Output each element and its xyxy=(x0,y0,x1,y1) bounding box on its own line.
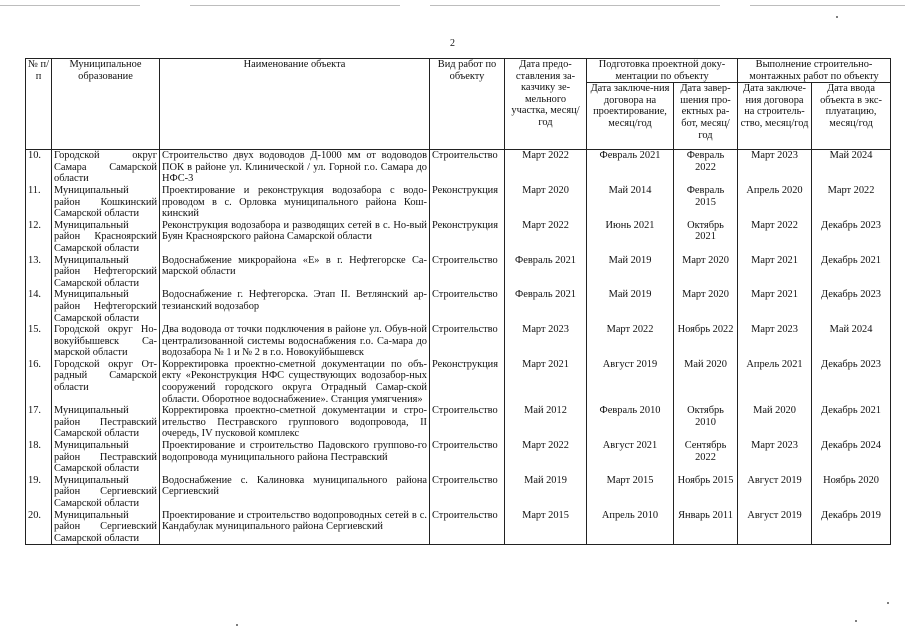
cell-work-type: Реконструкция xyxy=(430,220,505,255)
cell-commissioning: Май 2024 xyxy=(812,324,891,359)
header-municipality: Муниципальное образование xyxy=(52,59,160,150)
cell-work-type: Строительство xyxy=(430,440,505,475)
cell-design-end: Октябрь 2010 xyxy=(674,405,738,440)
cell-num: 15. xyxy=(26,324,52,359)
cell-work-type: Реконструкция xyxy=(430,185,505,220)
cell-commissioning: Декабрь 2024 xyxy=(812,440,891,475)
cell-object: Реконструкция водозабора и разводящих сетей в с. Но-вый Буян Красноярского района Самарской области xyxy=(160,220,430,255)
cell-design-end: Ноябрь 2022 xyxy=(674,324,738,359)
cell-commissioning: Декабрь 2023 xyxy=(812,289,891,324)
cell-commissioning: Декабрь 2021 xyxy=(812,405,891,440)
cell-object: Водоснабжение микрорайона «Е» в г. Нефтегорске Са-марской области xyxy=(160,255,430,290)
header-work-type: Вид работ по объекту xyxy=(430,59,505,150)
cell-object: Водоснабжение г. Нефтегорска. Этап II. Ветлянский ар-тезианский водозабор xyxy=(160,289,430,324)
cell-land-date: Март 2021 xyxy=(505,359,587,405)
cell-work-type: Строительство xyxy=(430,405,505,440)
cell-land-date: Март 2020 xyxy=(505,185,587,220)
cell-construction-contract: Март 2023 xyxy=(738,324,812,359)
table-row xyxy=(26,510,891,545)
cell-commissioning: Декабрь 2023 xyxy=(812,359,891,405)
cell-num: 11. xyxy=(26,185,52,220)
cell-design-contract: Июнь 2021 xyxy=(587,220,674,255)
cell-design-contract: Март 2015 xyxy=(587,475,674,510)
scan-speck xyxy=(887,602,889,604)
header-design-contract: Дата заключе-ния договора на проектирование, месяц/год xyxy=(587,83,674,150)
cell-num: 17. xyxy=(26,405,52,440)
cell-land-date: Март 2015 xyxy=(505,510,587,545)
scan-speck xyxy=(236,624,238,626)
cell-design-end: Март 2020 xyxy=(674,255,738,290)
cell-construction-contract: Май 2020 xyxy=(738,405,812,440)
cell-municipality: Муниципальный район Кошкинский Самарской области xyxy=(52,185,160,220)
cell-municipality: Муниципальный район Сергиевский Самарской области xyxy=(52,510,160,545)
header-design-end: Дата завер-шения про-ектных ра-бот, месяц/год xyxy=(674,83,738,150)
cell-num: 14. xyxy=(26,289,52,324)
cell-work-type: Строительство xyxy=(430,324,505,359)
scan-edge-line xyxy=(190,5,400,6)
cell-commissioning: Май 2024 xyxy=(812,150,891,185)
cell-num: 19. xyxy=(26,475,52,510)
scan-speck xyxy=(855,620,857,622)
cell-design-end: Февраль 2022 xyxy=(674,150,738,185)
table-row xyxy=(26,440,891,475)
cell-construction-contract: Август 2019 xyxy=(738,510,812,545)
cell-design-end: Январь 2011 xyxy=(674,510,738,545)
table-row xyxy=(26,255,891,290)
cell-design-end: Март 2020 xyxy=(674,289,738,324)
cell-num: 13. xyxy=(26,255,52,290)
cell-design-contract: Февраль 2010 xyxy=(587,405,674,440)
cell-design-contract: Февраль 2021 xyxy=(587,150,674,185)
cell-design-contract: Май 2019 xyxy=(587,255,674,290)
cell-design-contract: Апрель 2010 xyxy=(587,510,674,545)
cell-object: Два водовода от точки подключения в районе ул. Обув-ной централизованной системы водоснабжения г.о. Са-мара до водозабора № 1 и № 2 в г.о. Новокуйбышевск xyxy=(160,324,430,359)
scan-speck xyxy=(836,16,838,18)
cell-design-end: Сентябрь 2022 xyxy=(674,440,738,475)
cell-num: 20. xyxy=(26,510,52,545)
cell-commissioning: Декабрь 2023 xyxy=(812,220,891,255)
cell-land-date: Март 2022 xyxy=(505,440,587,475)
cell-design-contract: Август 2019 xyxy=(587,359,674,405)
table-row xyxy=(26,475,891,510)
scan-edge-line xyxy=(430,5,720,6)
cell-construction-contract: Март 2021 xyxy=(738,289,812,324)
cell-object: Водоснабжение с. Калиновка муниципального района Сергиевский xyxy=(160,475,430,510)
cell-num: 12. xyxy=(26,220,52,255)
cell-work-type: Строительство xyxy=(430,150,505,185)
cell-commissioning: Декабрь 2021 xyxy=(812,255,891,290)
cell-land-date: Февраль 2021 xyxy=(505,255,587,290)
cell-municipality: Городской округ Но-вокуйбышевск Са-марской области xyxy=(52,324,160,359)
cell-land-date: Март 2022 xyxy=(505,220,587,255)
header-design-group: Подготовка проектной доку-ментации по объекту xyxy=(587,59,738,83)
cell-construction-contract: Март 2023 xyxy=(738,440,812,475)
table-row xyxy=(26,359,891,405)
scan-edge-line xyxy=(0,5,140,6)
cell-object: Корректировка проектно-сметной документации по объ-екту «Реконструкция НФС существующих водозабор-ных сооружений городского округа Отрадный Самар-ской области. Оборотное водоснабжение». Станция умягчения» xyxy=(160,359,430,405)
cell-num: 18. xyxy=(26,440,52,475)
cell-municipality: Муниципальный район Нефтегорский Самарской области xyxy=(52,255,160,290)
cell-design-end: Май 2020 xyxy=(674,359,738,405)
table-row xyxy=(26,185,891,220)
cell-construction-contract: Апрель 2021 xyxy=(738,359,812,405)
table-row xyxy=(26,150,891,185)
cell-construction-contract: Март 2021 xyxy=(738,255,812,290)
cell-commissioning: Ноябрь 2020 xyxy=(812,475,891,510)
header-commissioning: Дата ввода объекта в экс-плуатацию, месяц/год xyxy=(812,83,891,150)
cell-municipality: Городской округ Самара Самарской области xyxy=(52,150,160,185)
cell-construction-contract: Март 2022 xyxy=(738,220,812,255)
cell-object: Проектирование и строительство Падовского группово-го водопровода муниципального района Пестравский xyxy=(160,440,430,475)
cell-work-type: Строительство xyxy=(430,289,505,324)
cell-commissioning: Март 2022 xyxy=(812,185,891,220)
table-row xyxy=(26,220,891,255)
cell-construction-contract: Апрель 2020 xyxy=(738,185,812,220)
projects-table xyxy=(25,58,891,545)
table-row xyxy=(26,289,891,324)
cell-land-date: Март 2022 xyxy=(505,150,587,185)
cell-design-end: Ноябрь 2015 xyxy=(674,475,738,510)
cell-land-date: Май 2019 xyxy=(505,475,587,510)
table-row xyxy=(26,324,891,359)
cell-construction-contract: Март 2023 xyxy=(738,150,812,185)
cell-commissioning: Декабрь 2019 xyxy=(812,510,891,545)
header-num: № п/п xyxy=(26,59,52,150)
cell-land-date: Май 2012 xyxy=(505,405,587,440)
cell-design-end: Октябрь 2021 xyxy=(674,220,738,255)
page-number: 2 xyxy=(450,38,455,49)
cell-municipality: Муниципальный район Пестравский Самарской области xyxy=(52,405,160,440)
cell-municipality: Муниципальный район Сергиевский Самарской области xyxy=(52,475,160,510)
cell-design-contract: Август 2021 xyxy=(587,440,674,475)
header-construction-group: Выполнение строительно-монтажных работ по объекту xyxy=(738,59,891,83)
scan-edge-line xyxy=(750,5,905,6)
cell-work-type: Строительство xyxy=(430,255,505,290)
cell-municipality: Муниципальный район Нефтегорский Самарской области xyxy=(52,289,160,324)
cell-work-type: Строительство xyxy=(430,510,505,545)
cell-construction-contract: Август 2019 xyxy=(738,475,812,510)
header-land-date: Дата предо-ставления за-казчику зе-мельного участка, месяц/год xyxy=(505,59,587,150)
header-object-name: Наименование объекта xyxy=(160,59,430,150)
cell-design-contract: Май 2014 xyxy=(587,185,674,220)
cell-num: 10. xyxy=(26,150,52,185)
cell-work-type: Строительство xyxy=(430,475,505,510)
header-row-group xyxy=(26,59,891,83)
cell-municipality: Муниципальный район Красноярский Самарской области xyxy=(52,220,160,255)
cell-land-date: Март 2023 xyxy=(505,324,587,359)
cell-design-contract: Май 2019 xyxy=(587,289,674,324)
cell-object: Проектирование и строительство водопроводных сетей в с. Кандабулак муниципального района Сергиевский xyxy=(160,510,430,545)
cell-municipality: Муниципальный район Пестравский Самарской области xyxy=(52,440,160,475)
cell-land-date: Февраль 2021 xyxy=(505,289,587,324)
cell-design-contract: Март 2022 xyxy=(587,324,674,359)
header-construction-contract: Дата заключе-ния договора на строитель-ство, месяц/год xyxy=(738,83,812,150)
cell-object: Корректировка проектно-сметной документации и стро-ительство Пестравского группового водопровода, II очередь, IV пусковой комплекс xyxy=(160,405,430,440)
cell-work-type: Реконструкция xyxy=(430,359,505,405)
cell-num: 16. xyxy=(26,359,52,405)
cell-design-end: Февраль 2015 xyxy=(674,185,738,220)
cell-object: Проектирование и реконструкция водозабора с водо-проводом в с. Орловка муниципального района Кош-кинский xyxy=(160,185,430,220)
cell-municipality: Городской округ От-радный Самарской области xyxy=(52,359,160,405)
cell-object: Строительство двух водоводов Д-1000 мм от водоводов ПОК в районе ул. Клинической / ул. Горной г.о. Самара до НФС-3 xyxy=(160,150,430,185)
table-row xyxy=(26,405,891,440)
